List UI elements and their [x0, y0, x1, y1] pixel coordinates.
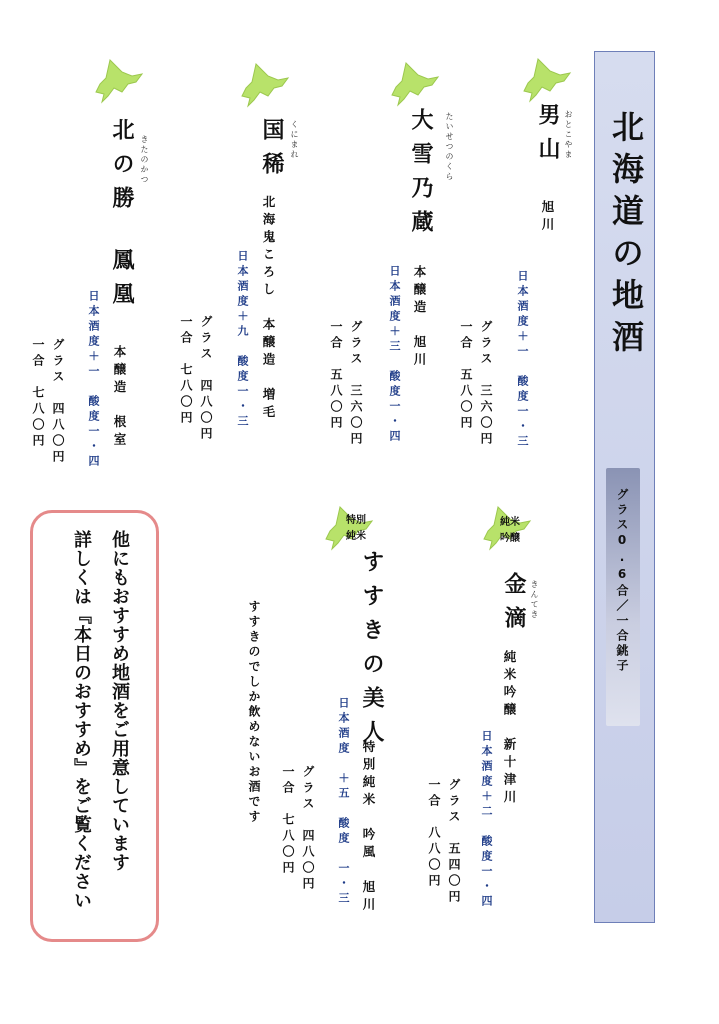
- sake-name: 大雪乃蔵: [408, 108, 433, 244]
- sake-description: 特別純米 吟風 旭川: [361, 740, 376, 915]
- sake-badge: 純米 吟醸: [500, 517, 520, 544]
- sake-origin: 旭川: [540, 200, 555, 235]
- sake-degree: 日本酒度＋三 酸度一・四: [388, 265, 401, 445]
- sake-ruby: たいせつのくら: [445, 112, 454, 182]
- recommend-box: [30, 510, 159, 942]
- sake-glass-price: グラス 三六〇円: [349, 320, 363, 448]
- hokkaido-map-icon: [520, 57, 572, 103]
- sake-glass-price: グラス 五四〇円: [447, 778, 461, 906]
- sake-ichigo-price: 一合 七八〇円: [31, 338, 45, 450]
- sake-ichigo-price: 一合 八八〇円: [427, 778, 441, 890]
- sake-degree: 日本酒度 ＋五 酸度 一・三: [337, 697, 350, 907]
- sake-origin: 本醸造 旭川: [412, 265, 427, 370]
- sake-degree: 日本酒度＋二 酸度一・四: [480, 730, 493, 910]
- sake-ruby: くにまれ: [290, 120, 299, 160]
- recommend-line2: 詳しくは『本日のおすすめ』をご覧ください: [71, 530, 92, 910]
- sake-ruby: きたのかつ: [140, 135, 149, 185]
- hokkaido-map-icon: [238, 62, 290, 108]
- sake-description: 北海鬼ころし 本醸造 増毛: [261, 195, 276, 423]
- sake-name: 金滴: [501, 572, 526, 640]
- sake-glass-price: グラス 四八〇円: [51, 338, 65, 466]
- sake-subname: 鳳凰: [109, 248, 134, 316]
- sake-glass-price: グラス 四八〇円: [199, 315, 213, 443]
- sake-description: 純米吟醸 新十津川: [502, 650, 517, 808]
- sake-ichigo-price: 一合 七八〇円: [281, 765, 295, 877]
- sake-glass-price: グラス 三六〇円: [479, 320, 493, 448]
- sake-ichigo-price: 一合 五八〇円: [329, 320, 343, 432]
- sake-name: 男山: [535, 103, 560, 171]
- sake-name: すすきの美人: [359, 550, 384, 754]
- sake-glass-price: グラス 四八〇円: [301, 765, 315, 893]
- hokkaido-map-icon: [388, 61, 440, 107]
- sake-ruby: おとこやま: [564, 110, 573, 160]
- sake-name: 北の勝: [109, 118, 134, 220]
- sake-ruby: きんてき: [530, 580, 539, 620]
- sake-ichigo-price: 一合 五八〇円: [459, 320, 473, 432]
- sake-ichigo-price: 一合 七八〇円: [179, 315, 193, 427]
- sake-badge: 特別 純米: [346, 515, 366, 542]
- sake-origin: 本醸造 根室: [112, 345, 127, 450]
- hokkaido-map-icon: [92, 58, 144, 104]
- sake-name: 国稀: [259, 118, 284, 186]
- recommend-line1: 他にもおすすめ地酒をご用意しています: [109, 530, 130, 872]
- sake-degree: 日本酒度＋一 酸度一・三: [516, 270, 529, 450]
- sake-degree: 日本酒度＋九 酸度一・三: [236, 250, 249, 430]
- sake-degree: 日本酒度＋一 酸度一・四: [87, 290, 100, 470]
- sake-note: すすきのでしか飲めないお酒です: [247, 600, 261, 825]
- glass-note: グラス0.6合／一合銚子: [615, 488, 629, 674]
- page-title: 北海道の地酒: [607, 110, 645, 362]
